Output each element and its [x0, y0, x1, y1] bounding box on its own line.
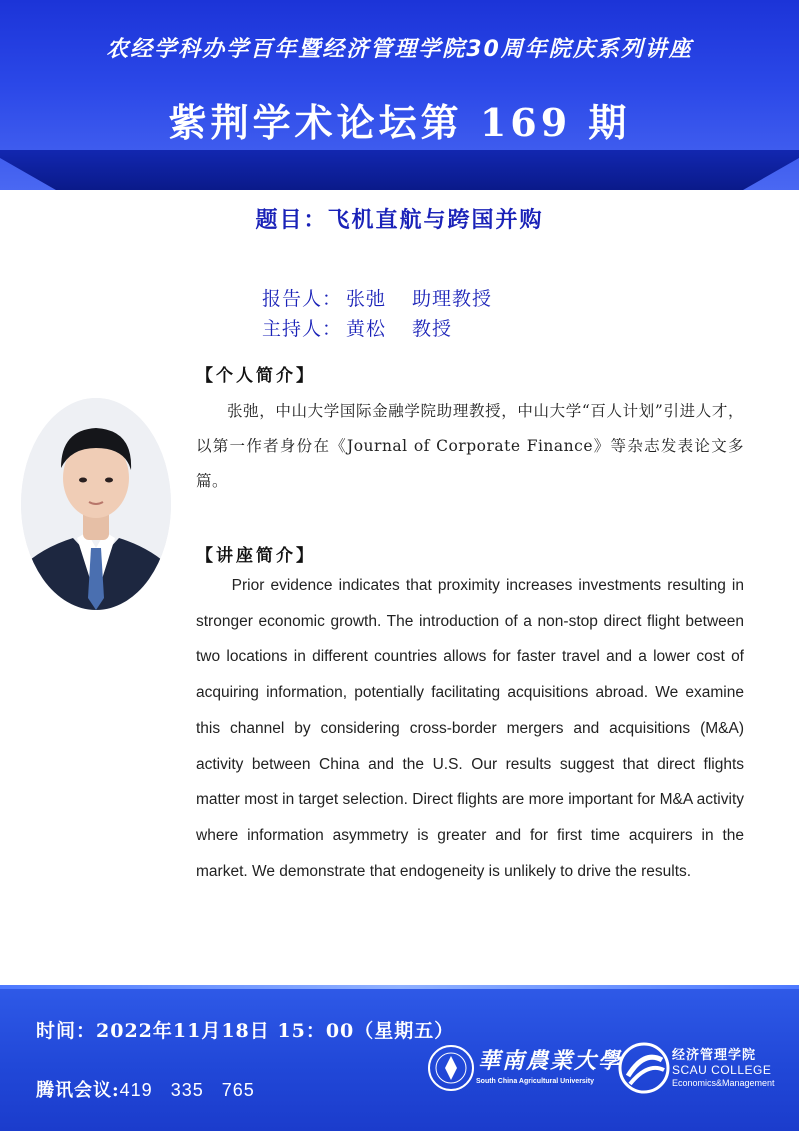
university-name-en: South China Agricultural University [476, 1078, 594, 1085]
forum-title: 紫荆学术论坛第 169 期 [168, 100, 631, 145]
meeting-id: 419 335 765 [119, 1080, 255, 1100]
college-name-en-sub: Economics&Management [672, 1078, 775, 1088]
bio-paragraph: 张弛，中山大学国际金融学院助理教授，中山大学“百人计划”引进人才，以第一作者身份在《Journal of Corporate Finance》等杂志发表论文多篇。 [196, 402, 744, 490]
meeting-info [36, 1076, 255, 1102]
speaker-rank: 助理教授 [412, 288, 493, 310]
bio-heading: 【个人简介】 [196, 366, 316, 386]
meeting-label: 腾讯会议: [36, 1080, 120, 1101]
abstract-heading: 【讲座简介】 [196, 546, 316, 566]
abstract-text [196, 568, 744, 889]
event-time: 时间：2022年11月18日 15：00（星期五） [36, 1020, 455, 1042]
host-name: 黄松 [346, 318, 387, 340]
abstract-paragraph: Prior evidence indicates that proximity increases investments resulting in stronger economic growth. The introduction of a non-stop direct flight between two locations in different countries allows for faster travel and a lower cost of acquiring information, potentially facilitating acquisitions abroad. We examine this channel by considering cross-border mergers and acquisitions (M&A) activity between China and the U.S. Our results suggest that direct flights matter most in target selection. Direct flights are more important for M&A activity where information asymmetry is greater and for first time acquirers in the market. We demonstrate that endogeneity is unlikely to drive the results. [196, 577, 744, 880]
series-title: 农经学科办学百年暨经济管理学院30周年院庆系列讲座 [106, 37, 693, 62]
college-name-en: SCAU COLLEGE [672, 1063, 772, 1077]
college-name: 经济管理学院 [672, 1048, 757, 1063]
host-rank: 教授 [412, 318, 453, 340]
people-block [262, 284, 492, 344]
speaker-portrait-icon [21, 398, 171, 610]
bio-text [196, 394, 744, 499]
speaker-photo [21, 398, 171, 610]
speaker-name: 张弛 [346, 288, 387, 310]
speaker-label: 报告人： [262, 288, 343, 310]
university-name: 華南農業大學 [478, 1048, 623, 1074]
lecture-topic: 题目：飞机直航与跨国并购 [255, 207, 544, 233]
footer-divider [0, 985, 799, 989]
host-label: 主持人： [262, 318, 343, 340]
header-shade [0, 150, 799, 190]
speaker-line [262, 284, 492, 314]
host-line [262, 314, 492, 344]
